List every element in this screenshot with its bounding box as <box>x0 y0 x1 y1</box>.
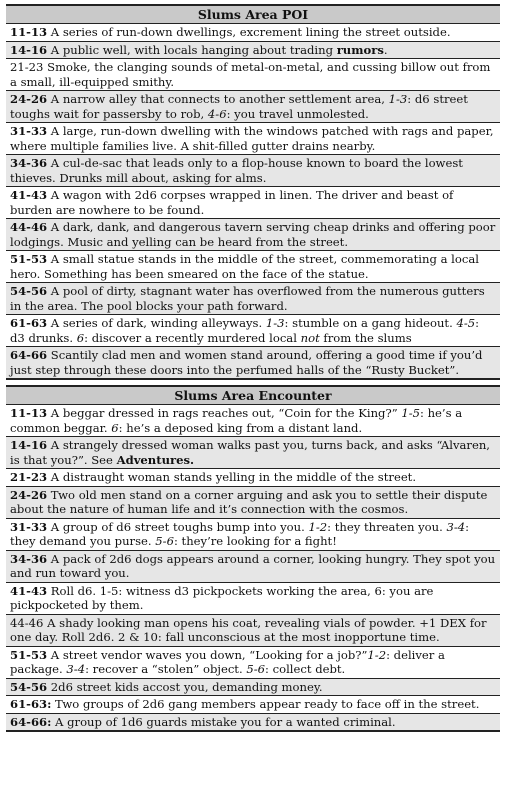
entry-cell <box>6 486 500 518</box>
entry-text: A pack of 2d6 dogs appears around a corner, looking hungry. They spot you and run toward you. <box>10 551 496 580</box>
sub-range: 1-5 <box>401 406 420 420</box>
entry-text: : d3 drunks. <box>10 316 480 345</box>
entry-cell <box>6 123 500 155</box>
table-row <box>6 678 500 696</box>
entry-cell <box>6 59 500 91</box>
entry-text: A small statue stands in the middle of the street, commemorating a local hero. Something has been smeared on the face of the statue. <box>10 252 479 281</box>
table-row <box>6 486 500 518</box>
sub-range: 1-2 <box>367 647 387 662</box>
sub-range: 5-6 <box>155 534 174 548</box>
entry-cell <box>6 251 500 283</box>
roll-range: 24-26 <box>10 92 48 106</box>
roll-range: 41-43 <box>10 188 48 202</box>
roll-range: 54-56 <box>10 679 48 694</box>
roll-range: 34-36 <box>10 156 48 170</box>
keyword: rumors <box>336 42 384 57</box>
sub-range: not <box>300 330 320 345</box>
roll-range: 31-33 <box>10 124 48 138</box>
roll-range: 64-66: <box>10 714 52 729</box>
roll-range: 44-46 <box>10 615 44 630</box>
roll-range: 34-36 <box>10 551 48 566</box>
entry-text: A pool of dirty, stagnant water has overflowed from the numerous gutters in the area. The pool blocks your path forward. <box>10 284 485 313</box>
entry-cell <box>6 41 500 59</box>
table-row <box>6 614 500 646</box>
entry-cell <box>6 696 500 714</box>
entry-cell <box>6 713 500 731</box>
entry-text: : they threaten you. <box>327 519 447 534</box>
entry-cell <box>6 155 500 187</box>
table-row <box>6 187 500 219</box>
entry-text: A dark, dank, and dangerous tavern serving cheap drinks and offering poor lodgings. Music and yelling can be heard from the street. <box>10 220 496 249</box>
roll-range: 54-56 <box>10 284 48 298</box>
slums-encounter-table <box>6 385 500 732</box>
table-row <box>6 123 500 155</box>
roll-range: 51-53 <box>10 252 48 266</box>
entry-cell <box>6 550 500 582</box>
roll-range: 14-16 <box>10 438 48 452</box>
entry-text: A street vendor waves you down, “Looking for a job?” <box>47 647 368 662</box>
entry-text: Scantily clad men and women stand around, offering a good time if you’d just step through these doors into the perfumed halls of the “Rusty Bucket”. <box>10 348 483 377</box>
entry-text: A distraught woman stands yelling in the middle of the street. <box>47 470 417 484</box>
sub-range: 4-5 <box>456 316 476 330</box>
entry-cell <box>6 91 500 123</box>
sub-range: 3-4 <box>446 519 466 534</box>
roll-range: 24-26 <box>10 487 48 502</box>
entry-text: A group of d6 street toughs bump into you. <box>47 519 309 534</box>
table-row <box>6 405 500 437</box>
roll-range: 21-23 <box>10 60 44 74</box>
sub-range: 6 <box>76 330 85 345</box>
entry-cell <box>6 678 500 696</box>
roll-range: 31-33 <box>10 519 48 534</box>
table-row <box>6 41 500 59</box>
entry-text: A shady looking man opens his coat, revealing vials of powder. +1 DEX for one day. Roll 2d6. 2 & 10: fall unconscious at the most inopportune time. <box>10 615 487 644</box>
entry-cell <box>6 518 500 550</box>
entry-text: A strangely dressed woman walks past you, turns back, and asks “Alvaren, is that you?”. See <box>10 438 490 467</box>
roll-range: 51-53 <box>10 647 48 662</box>
entry-text: Two old men stand on a corner arguing and ask you to settle their dispute about the nature of human life and it’s connection with the cosmos. <box>10 487 488 516</box>
sub-range: 5-6 <box>246 662 266 676</box>
keyword: Adventures. <box>116 452 195 467</box>
entry-text: Roll d6. 1-5: witness d3 pickpockets working the area, 6: you are pickpocketed by them. <box>10 583 434 612</box>
entry-cell <box>6 315 500 347</box>
entry-text: from the slums <box>319 330 412 345</box>
sub-range: 4-6 <box>207 106 227 121</box>
table-row <box>6 347 500 380</box>
roll-range: 11-13 <box>10 406 48 420</box>
entry-cell <box>6 646 500 678</box>
entry-text: A group of 1d6 guards mistake you for a wanted criminal. <box>51 714 396 729</box>
entry-text: : d6 street toughs wait for passersby to rob, <box>10 92 468 121</box>
sub-range: 1-2 <box>308 519 328 534</box>
entry-cell <box>6 437 500 469</box>
sub-range: 1-3 <box>388 92 408 106</box>
table-row <box>6 696 500 714</box>
entry-cell <box>6 469 500 487</box>
entry-cell <box>6 405 500 437</box>
table-row <box>6 91 500 123</box>
table-body <box>6 24 500 380</box>
table-row <box>6 24 500 42</box>
entry-text: : you travel unmolested. <box>226 106 369 121</box>
sub-range: 3-4 <box>66 662 86 676</box>
entry-text: : they demand you purse. <box>10 519 470 548</box>
roll-range: 61-63: <box>10 697 52 711</box>
entry-text: : discover a recently murdered local <box>84 330 301 345</box>
slums-poi-table <box>6 4 500 380</box>
roll-range: 44-46 <box>10 220 48 234</box>
entry-text: Two groups of 2d6 gang members appear ready to face off in the street. <box>51 697 480 711</box>
entry-text: : recover a “stolen” object. <box>85 662 247 676</box>
entry-cell <box>6 347 500 380</box>
entry-text: A series of run-down dwellings, excrement lining the street outside. <box>47 25 451 39</box>
entry-text: Smoke, the clanging sounds of metal-on-metal, and cussing billow out from a small, ill-equipped smithy. <box>10 60 491 89</box>
entry-text: A cul-de-sac that leads only to a flop-house known to board the lowest thieves. Drunks mill about, asking for alms. <box>10 156 463 185</box>
entry-text: : stumble on a gang hideout. <box>284 316 457 330</box>
table-row <box>6 518 500 550</box>
entry-text: A large, run-down dwelling with the windows patched with rags and paper, where multiple families live. A shit-filled gutter drains nearby. <box>10 124 494 153</box>
entry-cell <box>6 187 500 219</box>
table-row <box>6 59 500 91</box>
entry-text: . <box>383 42 388 57</box>
entry-text: A wagon with 2d6 corpses wrapped in linen. The driver and beast of burden are nowhere to be found. <box>10 188 454 217</box>
table-row <box>6 469 500 487</box>
roll-range: 21-23 <box>10 470 48 484</box>
table-body <box>6 405 500 732</box>
roll-range: 61-63 <box>10 316 48 330</box>
table-row <box>6 582 500 614</box>
table-row <box>6 315 500 347</box>
table-row <box>6 646 500 678</box>
roll-range: 11-13 <box>10 25 48 39</box>
table-row <box>6 713 500 731</box>
entry-cell <box>6 24 500 42</box>
page <box>6 4 500 732</box>
entry-text: : he’s a common beggar. <box>10 406 463 435</box>
table-row <box>6 437 500 469</box>
entry-text: : deliver a package. <box>10 647 445 676</box>
entry-text: : they’re looking for a fight! <box>173 534 337 548</box>
entry-text: A beggar dressed in rags reaches out, “Coin for the King?” <box>47 406 402 420</box>
entry-text: A narrow alley that connects to another settlement area, <box>47 92 389 106</box>
roll-range: 14-16 <box>10 42 48 57</box>
table-row <box>6 550 500 582</box>
table-row <box>6 219 500 251</box>
table-row <box>6 283 500 315</box>
sub-range: 6 <box>111 420 119 435</box>
table-title: Slums Area POI <box>6 5 500 24</box>
table-row <box>6 155 500 187</box>
entry-cell <box>6 283 500 315</box>
table-row <box>6 251 500 283</box>
sub-range: 1-3 <box>265 316 285 330</box>
entry-text: A public well, with locals hanging about trading <box>47 42 337 57</box>
entry-text: : he’s a deposed king from a distant land. <box>118 420 363 435</box>
entry-text: : collect debt. <box>265 662 346 676</box>
entry-text: A series of dark, winding alleyways. <box>47 316 266 330</box>
entry-cell <box>6 219 500 251</box>
entry-cell <box>6 614 500 646</box>
entry-text: 2d6 street kids accost you, demanding money. <box>47 679 323 694</box>
entry-cell <box>6 582 500 614</box>
roll-range: 41-43 <box>10 583 48 598</box>
roll-range: 64-66 <box>10 348 48 362</box>
table-title: Slums Area Encounter <box>6 386 500 405</box>
